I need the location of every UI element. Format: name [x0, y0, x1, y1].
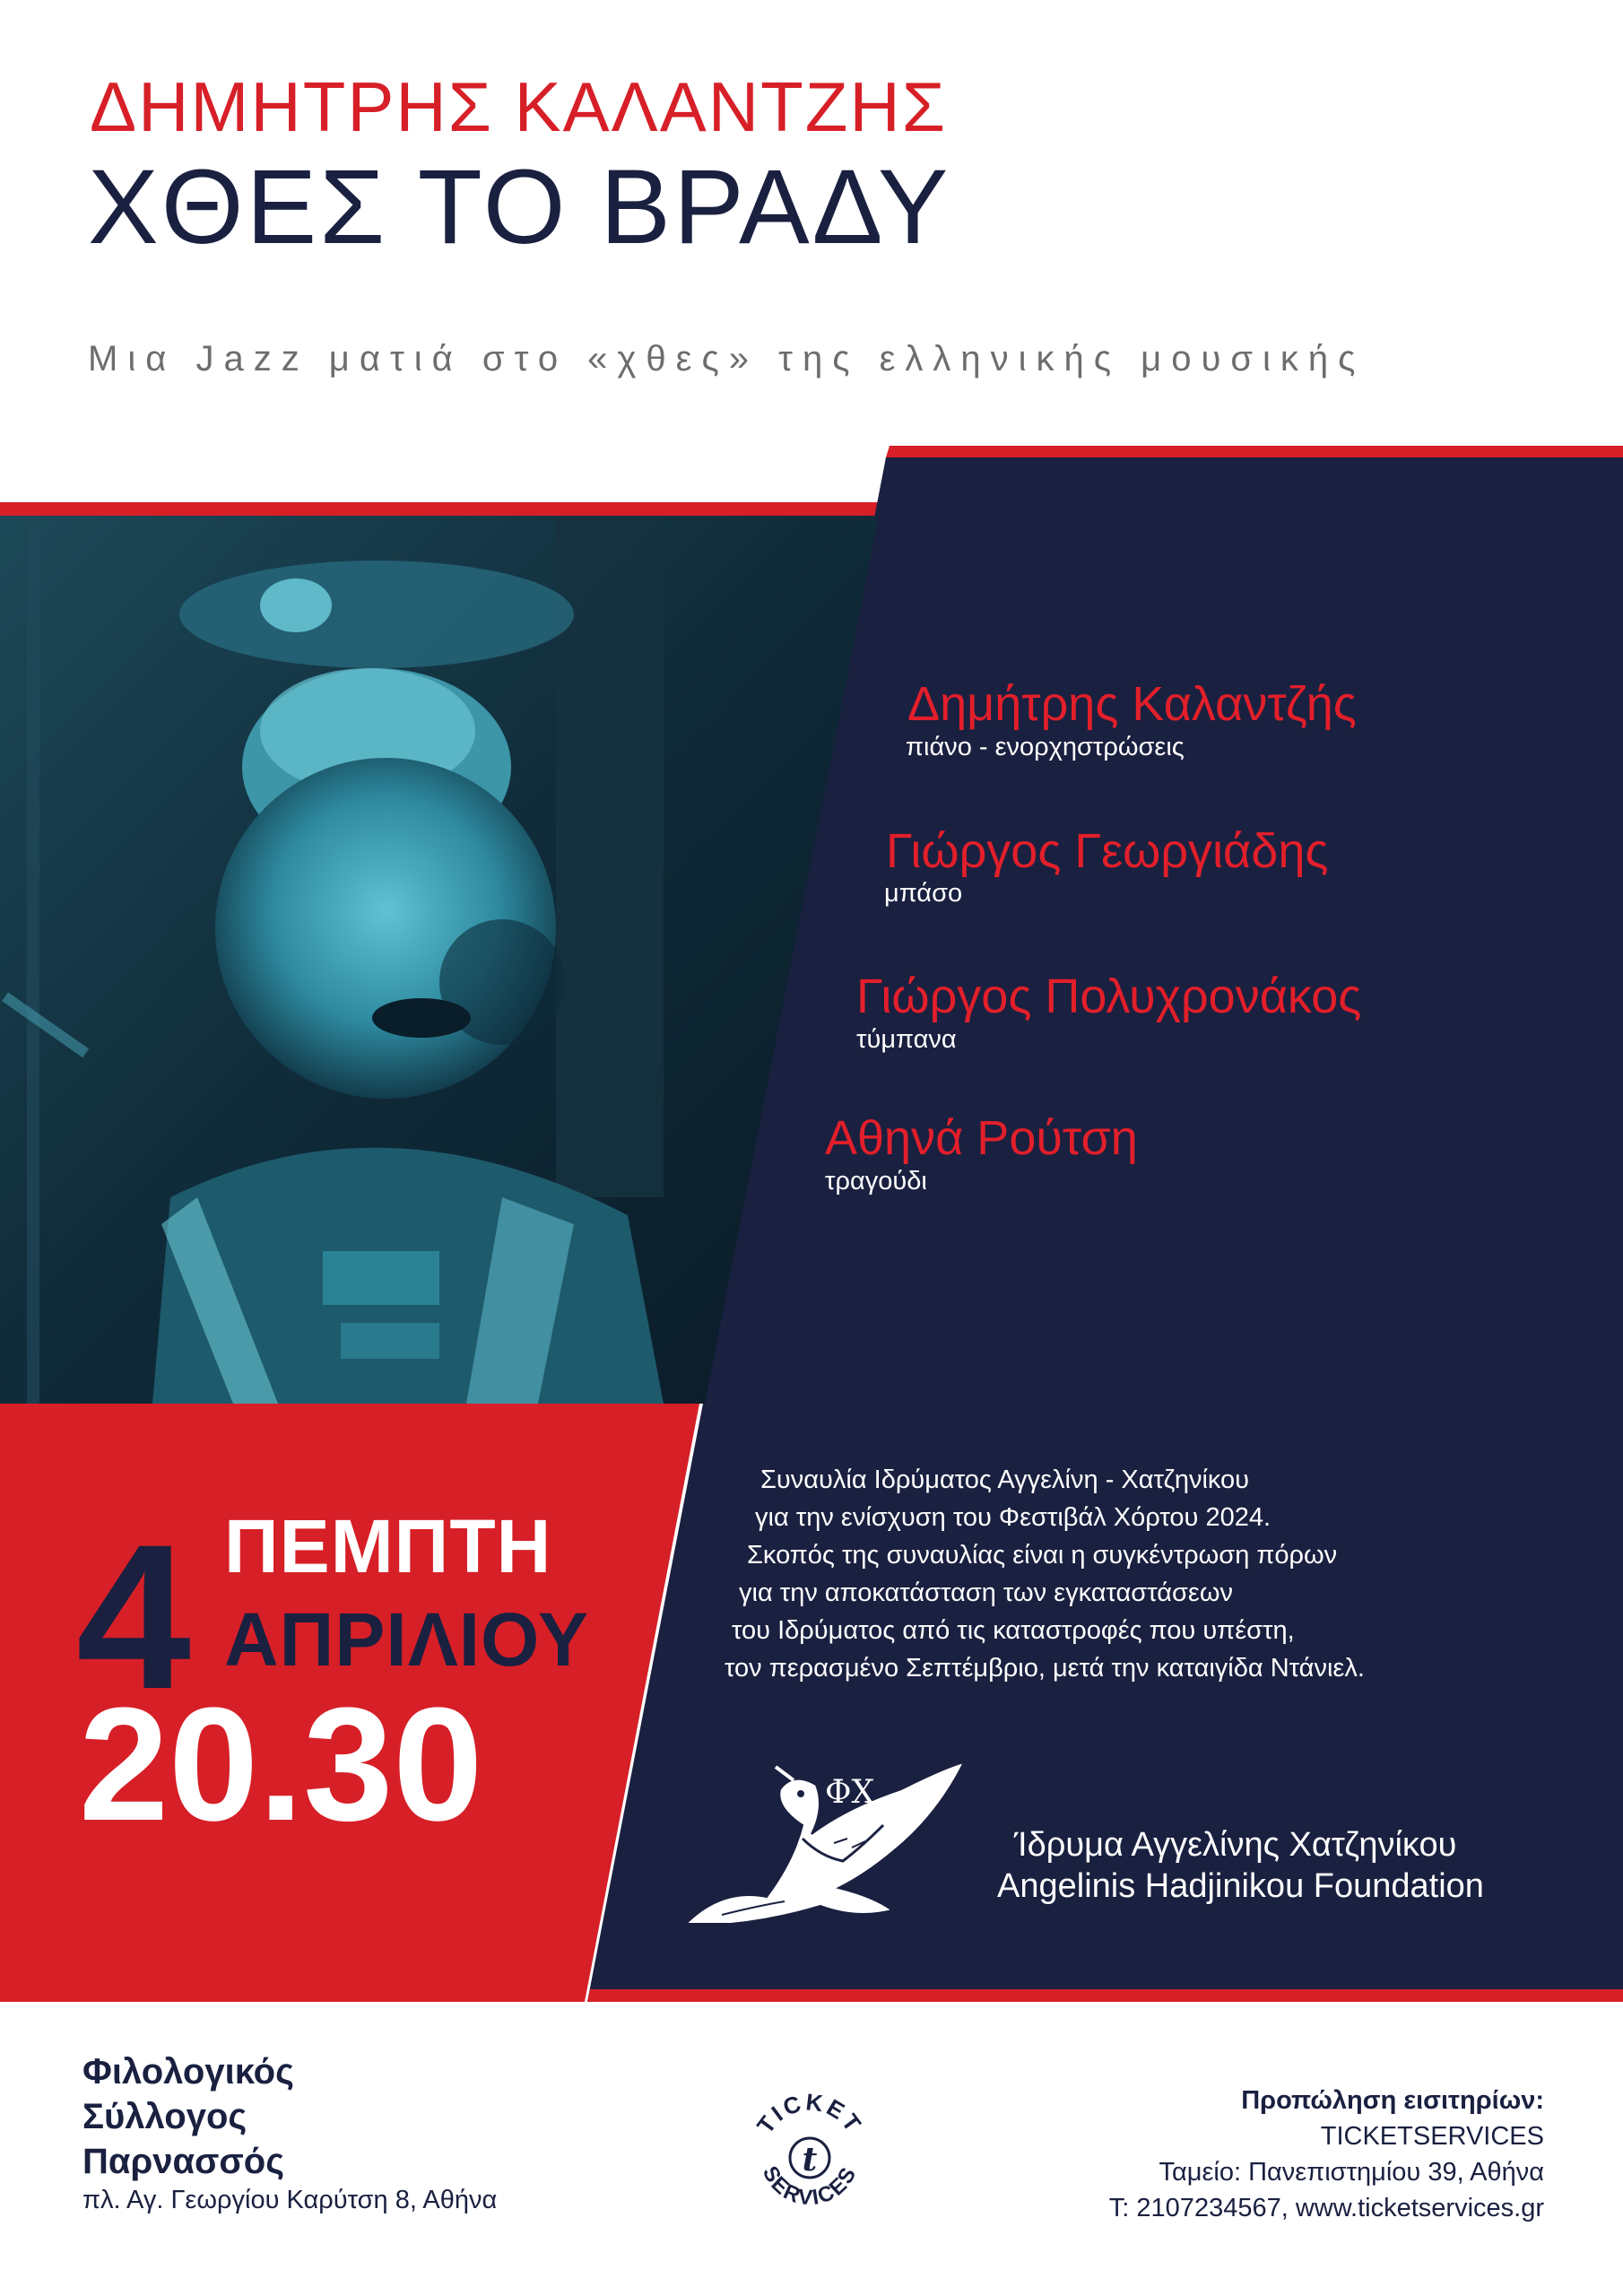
event-weekday: ΠΕΜΠΤΗ: [224, 1504, 552, 1588]
description-line: για την ενίσχυση του Φεστιβάλ Χόρτου 2024.: [755, 1503, 1271, 1532]
ticket-logo-bottom: SERVICES: [757, 2161, 863, 2211]
presale-heading: Προπώληση εισιτηρίων:: [1241, 2086, 1544, 2115]
description-line: για την αποκατάσταση των εγκαταστάσεων: [739, 1578, 1233, 1607]
event-day: 4: [76, 1501, 191, 1732]
musician-role: πιάνο - ενορχηστρώσεις: [906, 733, 1185, 761]
musician-name: Γιώργος Πολυχρονάκος: [856, 970, 1362, 1023]
venue-name-line: Σύλλογος: [82, 2097, 247, 2136]
ticket-logo-top: TICKET: [751, 2088, 869, 2139]
event-time: 20.30: [79, 1674, 483, 1855]
tagline: Μια Jazz ματιά στο «χθες» της ελληνικής μουσικής: [88, 339, 1366, 378]
foundation-name-gr: Ίδρυμα Αγγελίνης Χατζηνίκου: [1014, 1826, 1457, 1864]
description-line: Σκοπός της συναυλίας είναι η συγκέντρωση πόρων: [747, 1541, 1338, 1570]
svg-text:TICKET: [751, 2088, 868, 2138]
foundation-logo-text: ΦΧ: [825, 1774, 875, 1811]
artist-title: ΔΗΜΗΤΡΗΣ ΚΑΛΑΝΤΖΗΣ: [90, 67, 947, 146]
event-month: ΑΠΡΙΛΙΟΥ: [224, 1597, 590, 1682]
foundation-name-en: Angelinis Hadjinikou Foundation: [997, 1867, 1484, 1905]
ticket-logo-letter: t: [802, 2141, 818, 2179]
ticketservices-logo: [742, 2088, 877, 2222]
show-title: ΧΘΕΣ ΤΟ ΒΡΑΔΥ: [88, 148, 951, 266]
description-line: του Ιδρύματος από τις καταστροφές που υπέστη,: [732, 1616, 1295, 1645]
presale-company: TICKETSERVICES: [1320, 2122, 1544, 2151]
presale-contact[interactable]: Τ: 2107234567, www.ticketservices.gr: [1108, 2194, 1544, 2222]
presale-box-office: Ταμείο: Πανεπιστημίου 39, Αθήνα: [1159, 2158, 1544, 2187]
venue-address: πλ. Αγ. Γεωργίου Καρύτση 8, Αθήνα: [82, 2186, 498, 2214]
description-line: τον περασμένο Σεπτέμβριο, μετά την καταιγίδα Ντάνιελ.: [725, 1654, 1365, 1683]
foundation-bird-logo: [668, 1753, 973, 1933]
venue-name-line: Φιλολογικός: [82, 2052, 294, 2092]
musician-name: Δημήτρης Καλαντζής: [907, 677, 1357, 731]
musician-role: τύμπανα: [856, 1025, 957, 1054]
pianist-photo: [0, 516, 879, 1404]
musician-name: Γιώργος Γεωργιάδης: [886, 824, 1329, 878]
venue-name-line: Παρνασσός: [82, 2142, 285, 2181]
musician-name: Αθηνά Ρούτση: [825, 1111, 1138, 1165]
musician-role: τραγούδι: [825, 1167, 927, 1196]
description-line: Συναυλία Ιδρύματος Αγγελίνη - Χατζηνίκου: [760, 1465, 1250, 1494]
musician-role: μπάσο: [884, 879, 963, 908]
